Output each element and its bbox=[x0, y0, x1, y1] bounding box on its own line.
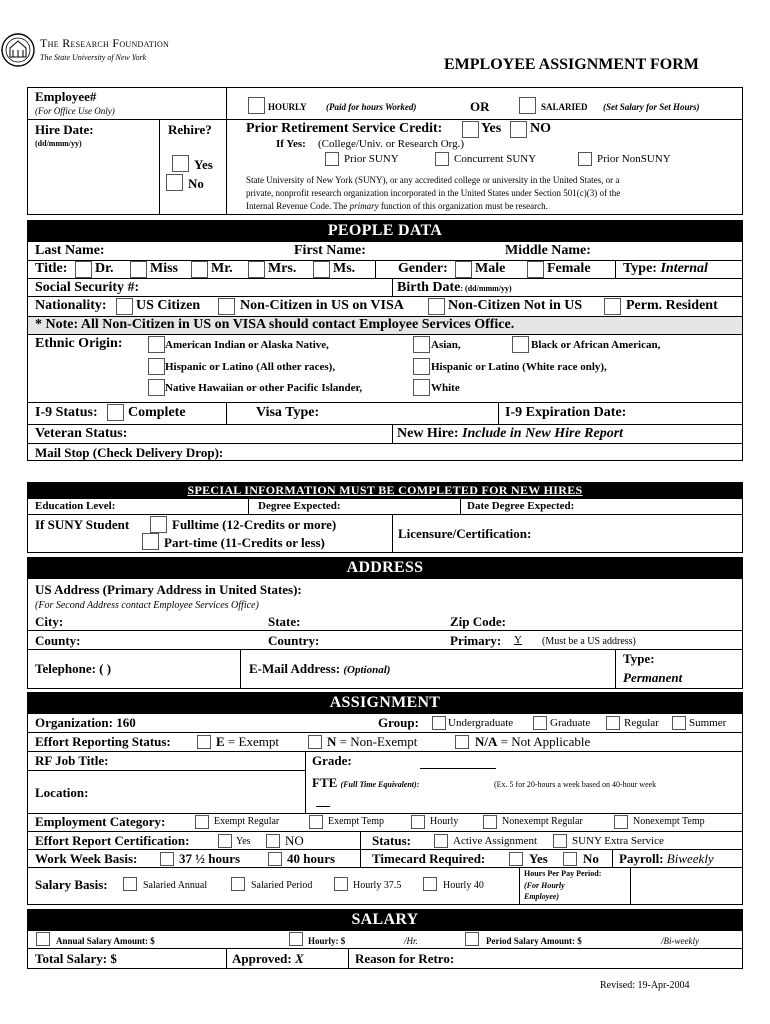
org-subtitle: The State University of New York bbox=[40, 53, 147, 62]
amer-indian-checkbox[interactable] bbox=[148, 336, 165, 353]
per-hour-label: /Hr. bbox=[404, 936, 418, 946]
title-label: Title: bbox=[35, 261, 68, 276]
exempt-regular-checkbox[interactable] bbox=[195, 815, 209, 829]
revised-date: Revised: 19-Apr-2004 bbox=[600, 980, 690, 991]
concurrent-suny-label: Concurrent SUNY bbox=[454, 153, 537, 165]
salaried-period-checkbox[interactable] bbox=[231, 877, 245, 891]
hours-37-label: 37 ½ hours bbox=[179, 851, 241, 866]
hours-37-checkbox[interactable] bbox=[160, 852, 174, 866]
employment-category-label: Employment Category: bbox=[35, 814, 166, 829]
exempt-temp-label: Exempt Temp bbox=[328, 816, 385, 827]
regular-label: Regular bbox=[624, 717, 659, 729]
hourly-375-label: Hourly 37.5 bbox=[353, 880, 402, 891]
group-label: Group: bbox=[378, 715, 419, 730]
suny-extra-label: SUNY Extra Service bbox=[572, 835, 664, 847]
zip-code-label: Zip Code: bbox=[450, 614, 506, 629]
primary-label: Primary: bbox=[450, 633, 502, 648]
hours-40-label: 40 hours bbox=[287, 851, 336, 866]
hourly-40-label: Hourly 40 bbox=[443, 880, 484, 891]
state-label: State: bbox=[268, 614, 301, 629]
active-assignment-checkbox[interactable] bbox=[434, 834, 448, 848]
non-citizen-not-in-us-label: Non-Citizen Not in US bbox=[448, 298, 583, 313]
rehire-no-label: No bbox=[188, 176, 204, 191]
timecard-no-checkbox[interactable] bbox=[563, 852, 577, 866]
undergrad-checkbox[interactable] bbox=[432, 716, 446, 730]
prior-retirement-no-label: NO bbox=[530, 121, 551, 136]
first-name-label: First Name: bbox=[294, 243, 366, 258]
cert-yes-checkbox[interactable] bbox=[218, 834, 232, 848]
black-label: Black or African American, bbox=[531, 339, 661, 351]
date-degree-expected-label: Date Degree Expected: bbox=[467, 500, 575, 512]
email-label: E-Mail Address: (Optional) bbox=[249, 661, 391, 676]
hispanic-all-checkbox[interactable] bbox=[148, 358, 165, 375]
hispanic-all-label: Hispanic or Latino (All other races), bbox=[165, 361, 336, 373]
hire-date-format: (dd/mmm/yy) bbox=[35, 139, 82, 148]
i9-complete-label: Complete bbox=[128, 405, 186, 420]
prior-retirement-label: Prior Retirement Service Credit: bbox=[246, 121, 443, 136]
form-title: EMPLOYEE ASSIGNMENT FORM bbox=[444, 56, 699, 73]
emp-hourly-label: Hourly bbox=[430, 816, 459, 827]
prior-nonsuny-checkbox[interactable] bbox=[578, 152, 592, 166]
rehire-yes-checkbox[interactable] bbox=[172, 155, 189, 172]
graduate-label: Graduate bbox=[550, 717, 591, 729]
rehire-label: Rehire? bbox=[168, 122, 212, 137]
grade-label: Grade: bbox=[312, 753, 352, 768]
office-use-note: (For Office Use Only) bbox=[35, 106, 115, 116]
education-level-label: Education Level: bbox=[35, 500, 116, 512]
exempt-regular-label: Exempt Regular bbox=[214, 816, 280, 827]
period-salary-label: Period Salary Amount: $ bbox=[486, 936, 582, 946]
suny-definition-line-2: private, nonprofit research organization incorporated in the United States under Section 501(c)(3) of the bbox=[246, 188, 621, 198]
i9-complete-checkbox[interactable] bbox=[107, 404, 124, 421]
grade-line bbox=[420, 768, 496, 769]
new-hire-label: New Hire: Include in New Hire Report bbox=[397, 426, 624, 441]
hours-per-pay-label: Hours Per Pay Period: bbox=[524, 869, 602, 878]
rehire-yes-label: Yes bbox=[194, 157, 213, 172]
asian-checkbox[interactable] bbox=[413, 336, 430, 353]
gender-female-label: Female bbox=[547, 261, 591, 276]
timecard-label: Timecard Required: bbox=[372, 851, 486, 866]
white-checkbox[interactable] bbox=[413, 379, 430, 396]
us-citizen-checkbox[interactable] bbox=[116, 298, 133, 315]
non-citizen-not-in-us-checkbox[interactable] bbox=[428, 298, 445, 315]
effort-na-checkbox[interactable] bbox=[455, 735, 469, 749]
if-yes-label: If Yes: bbox=[276, 138, 306, 150]
special-section-frame bbox=[27, 499, 743, 553]
birth-date-label: Birth Date: (dd/mmm/yy) bbox=[397, 280, 512, 295]
cert-no-checkbox[interactable] bbox=[266, 834, 280, 848]
address-band: ADDRESS bbox=[27, 557, 743, 579]
hispanic-white-label: Hispanic or Latino (White race only), bbox=[431, 361, 607, 373]
perm-resident-label: Perm. Resident bbox=[626, 298, 718, 313]
total-salary-label: Total Salary: $ bbox=[35, 951, 117, 966]
timecard-no-label: No bbox=[583, 851, 599, 866]
effort-exempt-label: E = Exempt bbox=[216, 734, 279, 749]
suny-definition-line-1: State University of New York (SUNY), or any accredited college or university in the United States, or a bbox=[246, 175, 620, 185]
org-name: The Research Foundation bbox=[40, 36, 170, 50]
prior-retirement-yes-checkbox[interactable] bbox=[462, 121, 479, 138]
asian-label: Asian, bbox=[431, 339, 461, 351]
period-salary-checkbox[interactable] bbox=[465, 932, 479, 946]
active-assignment-label: Active Assignment bbox=[453, 835, 538, 847]
timecard-yes-checkbox[interactable] bbox=[509, 852, 523, 866]
cert-yes-label: Yes bbox=[236, 836, 251, 847]
perm-resident-checkbox[interactable] bbox=[604, 298, 621, 315]
title-ms-checkbox[interactable] bbox=[313, 261, 330, 278]
fte-label: FTE (Full Time Equivalent): bbox=[312, 775, 420, 790]
hours-per-pay-note-1: (For Hourly bbox=[524, 881, 565, 890]
hourly-label: HOURLY bbox=[268, 102, 307, 112]
employee-number-label: Employee# bbox=[35, 89, 97, 104]
us-address-label: US Address (Primary Address in United States): bbox=[35, 582, 302, 597]
white-label: White bbox=[431, 382, 460, 394]
special-info-band: SPECIAL INFORMATION MUST BE COMPLETED FOR NEW HIRES bbox=[27, 482, 743, 499]
assignment-band: ASSIGNMENT bbox=[27, 692, 743, 714]
payroll-label: Payroll: Biweekly bbox=[619, 851, 714, 866]
gender-label: Gender: bbox=[398, 261, 448, 276]
effort-nonexempt-checkbox[interactable] bbox=[308, 735, 322, 749]
salary-basis-label: Salary Basis: bbox=[35, 877, 108, 892]
title-mr-checkbox[interactable] bbox=[191, 261, 208, 278]
if-suny-student-label: If SUNY Student bbox=[35, 517, 130, 532]
gender-male-label: Male bbox=[475, 261, 506, 276]
prior-nonsuny-label: Prior NonSUNY bbox=[597, 153, 671, 165]
work-week-label: Work Week Basis: bbox=[35, 851, 138, 866]
telephone-label: Telephone: ( ) bbox=[35, 661, 112, 676]
salaried-label: SALARIED bbox=[541, 102, 588, 112]
amer-indian-label: American Indian or Alaska Native, bbox=[165, 339, 329, 351]
title-mrs-label: Mrs. bbox=[268, 261, 297, 276]
prior-retirement-no-checkbox[interactable] bbox=[510, 121, 527, 138]
effort-na-label: N/A = Not Applicable bbox=[475, 734, 591, 749]
fte-example: (Ex. 5 for 20-hours a week based on 40-hour week bbox=[494, 780, 657, 789]
fulltime-label: Fulltime (12-Credits or more) bbox=[172, 517, 337, 532]
ethnic-origin-label: Ethnic Origin: bbox=[35, 336, 123, 351]
timecard-yes-label: Yes bbox=[529, 851, 548, 866]
nonexempt-temp-checkbox[interactable] bbox=[614, 815, 628, 829]
degree-expected-label: Degree Expected: bbox=[258, 500, 341, 512]
nationality-label: Nationality: bbox=[35, 298, 107, 313]
title-dr-label: Dr. bbox=[95, 261, 114, 276]
second-address-note: (For Second Address contact Employee Services Office) bbox=[35, 600, 259, 611]
last-name-label: Last Name: bbox=[35, 243, 105, 258]
fulltime-checkbox[interactable] bbox=[150, 516, 167, 533]
or-label: OR bbox=[470, 99, 490, 114]
city-label: City: bbox=[35, 614, 64, 629]
people-type-label: Type: Internal bbox=[623, 261, 708, 276]
title-miss-label: Miss bbox=[150, 261, 178, 276]
middle-name-label: Middle Name: bbox=[505, 243, 591, 258]
veteran-status-label: Veteran Status: bbox=[35, 426, 128, 441]
salaried-annual-label: Salaried Annual bbox=[143, 880, 208, 891]
gender-male-checkbox[interactable] bbox=[455, 261, 472, 278]
rf-job-title-label: RF Job Title: bbox=[35, 753, 109, 768]
prior-suny-checkbox[interactable] bbox=[325, 152, 339, 166]
location-label: Location: bbox=[35, 785, 89, 800]
prior-suny-label: Prior SUNY bbox=[344, 153, 399, 165]
hours-40-checkbox[interactable] bbox=[268, 852, 282, 866]
fte-line bbox=[316, 806, 330, 807]
hours-per-pay-note-2: Employee) bbox=[524, 892, 560, 901]
graduate-checkbox[interactable] bbox=[533, 716, 547, 730]
emp-hourly-checkbox[interactable] bbox=[411, 815, 425, 829]
i9-status-label: I-9 Status: bbox=[35, 405, 98, 420]
hawaiian-checkbox[interactable] bbox=[148, 379, 165, 396]
hourly-375-checkbox[interactable] bbox=[334, 877, 348, 891]
nonexempt-regular-checkbox[interactable] bbox=[483, 815, 497, 829]
hourly-40-checkbox[interactable] bbox=[423, 877, 437, 891]
rehire-no-checkbox[interactable] bbox=[166, 174, 183, 191]
country-label: Country: bbox=[268, 633, 320, 648]
address-type-label: Type: bbox=[623, 651, 655, 666]
hourly-rate-checkbox[interactable] bbox=[289, 932, 303, 946]
effort-cert-label: Effort Report Certification: bbox=[35, 833, 190, 848]
i9-expiration-label: I-9 Expiration Date: bbox=[505, 405, 627, 420]
effort-exempt-checkbox[interactable] bbox=[197, 735, 211, 749]
summer-checkbox[interactable] bbox=[672, 716, 686, 730]
effort-status-label: Effort Reporting Status: bbox=[35, 734, 171, 749]
nonexempt-temp-label: Nonexempt Temp bbox=[633, 816, 705, 827]
hourly-note: (Paid for hours Worked) bbox=[326, 102, 417, 112]
annual-salary-checkbox[interactable] bbox=[36, 932, 50, 946]
hispanic-white-checkbox[interactable] bbox=[413, 358, 430, 375]
parttime-label: Part-time (11-Credits or less) bbox=[164, 535, 325, 550]
exempt-temp-checkbox[interactable] bbox=[309, 815, 323, 829]
hourly-checkbox[interactable] bbox=[248, 97, 265, 114]
suny-definition-line-3: Internal Revenue Code. The primary function of this organization must be research. bbox=[246, 201, 548, 211]
title-mr-label: Mr. bbox=[211, 261, 233, 276]
non-citizen-visa-label: Non-Citizen in US on VISA bbox=[240, 298, 404, 313]
salaried-annual-checkbox[interactable] bbox=[123, 877, 137, 891]
suny-extra-checkbox[interactable] bbox=[553, 834, 567, 848]
prior-retirement-yes-label: Yes bbox=[481, 121, 502, 136]
salaried-checkbox[interactable] bbox=[519, 97, 536, 114]
undergrad-label: Undergraduate bbox=[448, 717, 514, 729]
nonexempt-regular-label: Nonexempt Regular bbox=[502, 816, 583, 827]
annual-salary-label: Annual Salary Amount: $ bbox=[56, 936, 155, 946]
visa-note: * Note: All Non-Citizen in US on VISA should contact Employee Services Office. bbox=[35, 317, 515, 332]
biweekly-label: /Bi-weekly bbox=[661, 936, 699, 946]
title-dr-checkbox[interactable] bbox=[75, 261, 92, 278]
hire-date-label: Hire Date: bbox=[35, 122, 94, 137]
regular-checkbox[interactable] bbox=[606, 716, 620, 730]
gender-female-checkbox[interactable] bbox=[527, 261, 544, 278]
primary-note: (Must be a US address) bbox=[542, 636, 636, 647]
visa-type-label: Visa Type: bbox=[256, 405, 320, 420]
licensure-label: Licensure/Certification: bbox=[398, 526, 532, 541]
parttime-checkbox[interactable] bbox=[142, 533, 159, 550]
address-type-value: Permanent bbox=[623, 670, 683, 685]
title-mrs-checkbox[interactable] bbox=[248, 261, 265, 278]
status-label: Status: bbox=[372, 833, 412, 848]
title-miss-checkbox[interactable] bbox=[130, 261, 147, 278]
effort-nonexempt-label: N = Non-Exempt bbox=[327, 734, 418, 749]
mail-stop-label: Mail Stop (Check Delivery Drop): bbox=[35, 445, 224, 460]
salaried-period-label: Salaried Period bbox=[251, 880, 313, 891]
concurrent-suny-checkbox[interactable] bbox=[435, 152, 449, 166]
hawaiian-label: Native Hawaiian or other Pacific Islander, bbox=[165, 382, 363, 394]
non-citizen-visa-checkbox[interactable] bbox=[218, 298, 235, 315]
county-label: County: bbox=[35, 633, 81, 648]
hourly-rate-label: Hourly: $ bbox=[308, 936, 346, 946]
research-foundation-seal-icon bbox=[0, 30, 36, 70]
salaried-note: (Set Salary for Set Hours) bbox=[603, 102, 700, 112]
ssn-label: Social Security #: bbox=[35, 280, 140, 295]
us-citizen-label: US Citizen bbox=[136, 298, 201, 313]
organization-label: Organization: 160 bbox=[35, 715, 136, 730]
reason-retro-label: Reason for Retro: bbox=[355, 951, 455, 966]
approved-label: Approved: X bbox=[232, 951, 304, 966]
primary-value: Y bbox=[514, 634, 522, 646]
people-data-band: PEOPLE DATA bbox=[27, 220, 743, 242]
cert-no-label: NO bbox=[285, 833, 304, 848]
if-yes-note: (College/Univ. or Research Org.) bbox=[318, 138, 465, 150]
black-checkbox[interactable] bbox=[512, 336, 529, 353]
title-ms-label: Ms. bbox=[333, 261, 356, 276]
summer-label: Summer bbox=[689, 717, 727, 729]
salary-band: SALARY bbox=[27, 909, 743, 931]
